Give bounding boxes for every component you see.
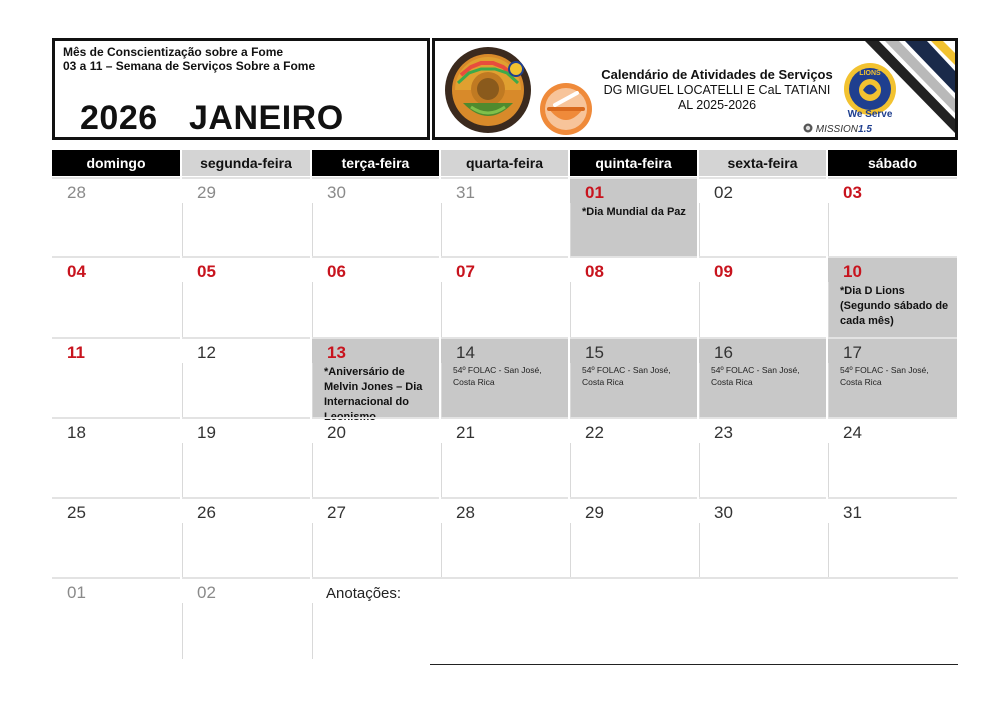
day-number: 07 xyxy=(456,262,475,281)
cell-divider xyxy=(570,443,571,497)
cell-divider xyxy=(441,443,442,497)
day-cell xyxy=(52,256,180,337)
cell-divider xyxy=(312,603,313,659)
event-text: 54º FOLAC - San José, Costa Rica xyxy=(711,365,800,387)
mission-label xyxy=(803,123,872,135)
day-number: 06 xyxy=(327,262,346,281)
event-text: *Dia D Lions (Segundo sábado de cada mês) xyxy=(840,285,949,327)
awareness-line-1: Mês de Conscientização sobre a Fome xyxy=(63,45,284,59)
weekday-segunda-feira: segunda-feira xyxy=(182,150,310,176)
event-text: *Aniversário de Melvin Jones – Dia Internacional do Leonismo xyxy=(324,366,423,423)
awareness-line-2: 03 a 11 – Semana de Serviços Sobre a Fome xyxy=(63,59,316,73)
cell-divider xyxy=(570,282,571,337)
weekday-quinta-feira: quinta-feira xyxy=(570,150,697,176)
day-number: 14 xyxy=(456,343,475,362)
day-cell xyxy=(52,177,180,256)
day-cell xyxy=(52,497,180,577)
weekday-quarta-feira: quarta-feira xyxy=(441,150,568,176)
org-title: Calendário de Atividades de Serviços xyxy=(601,67,833,82)
day-cell xyxy=(441,497,568,577)
day-number: 26 xyxy=(197,503,216,522)
day-cell xyxy=(699,337,826,417)
calendar-month: JANEIRO xyxy=(189,99,344,137)
cell-divider xyxy=(312,443,313,497)
cell-divider xyxy=(182,363,183,417)
day-number: 04 xyxy=(67,262,86,281)
cell-divider xyxy=(699,203,700,256)
day-cell xyxy=(570,497,697,577)
mission-globe-icon xyxy=(803,123,813,133)
day-number: 16 xyxy=(714,343,733,362)
cell-divider xyxy=(570,203,571,256)
weekday-domingo: domingo xyxy=(52,150,180,176)
day-number: 29 xyxy=(197,183,216,202)
day-number: 01 xyxy=(67,583,86,602)
day-cell xyxy=(441,256,568,337)
cell-divider xyxy=(441,203,442,256)
day-cell xyxy=(441,337,568,417)
day-cell xyxy=(570,177,697,256)
cell-divider xyxy=(312,282,313,337)
day-cell xyxy=(312,497,439,577)
day-number: 02 xyxy=(714,183,733,202)
day-cell xyxy=(828,337,957,417)
day-number: 24 xyxy=(843,423,862,442)
day-cell xyxy=(570,417,697,497)
cell-divider xyxy=(828,443,829,497)
day-cell xyxy=(182,417,310,497)
event-text: 54º FOLAC - San José, Costa Rica xyxy=(840,365,929,387)
day-number: 22 xyxy=(585,423,604,442)
event-text: 54º FOLAC - San José, Costa Rica xyxy=(453,365,542,387)
day-number: 11 xyxy=(67,343,85,362)
day-cell xyxy=(828,177,957,256)
day-cell xyxy=(52,337,180,417)
day-number: 01 xyxy=(585,183,604,202)
day-number: 03 xyxy=(843,183,862,202)
cell-divider xyxy=(312,203,313,256)
cell-divider xyxy=(699,443,700,497)
day-cell xyxy=(570,337,697,417)
day-number: 28 xyxy=(67,183,86,202)
org-subtitle xyxy=(577,83,857,113)
day-number: 31 xyxy=(456,183,475,202)
cell-divider xyxy=(441,363,442,417)
notes-label: Anotações: xyxy=(326,585,402,602)
cell-divider xyxy=(828,282,829,337)
day-cell xyxy=(828,497,957,577)
cell-divider xyxy=(570,523,571,577)
day-cell xyxy=(182,177,310,256)
org-year-line: AL 2025-2026 xyxy=(677,98,757,112)
mission-prefix: MISSION xyxy=(815,124,859,135)
day-cell xyxy=(570,256,697,337)
cell-divider xyxy=(570,363,571,417)
day-cell xyxy=(828,417,957,497)
header-left-box xyxy=(52,38,430,140)
header-right-box xyxy=(432,38,958,140)
we-serve-slogan: We Serve xyxy=(847,109,893,120)
cell-divider xyxy=(312,523,313,577)
weekday-sexta-feira: sexta-feira xyxy=(699,150,826,176)
day-number: 09 xyxy=(714,262,733,281)
day-number: 31 xyxy=(843,503,862,522)
day-cell xyxy=(52,417,180,497)
cell-divider xyxy=(699,282,700,337)
day-cell xyxy=(312,256,439,337)
cell-divider xyxy=(828,523,829,577)
cell-divider xyxy=(828,203,829,256)
day-cell xyxy=(441,417,568,497)
day-number: 13 xyxy=(327,343,346,362)
day-number: 17 xyxy=(843,343,862,362)
day-cell xyxy=(828,256,957,337)
cell-divider xyxy=(182,282,183,337)
day-number: 30 xyxy=(714,503,733,522)
day-number: 23 xyxy=(714,423,733,442)
cell-divider xyxy=(828,363,829,417)
day-number: 21 xyxy=(456,423,475,442)
day-number: 28 xyxy=(456,503,475,522)
day-cell xyxy=(182,497,310,577)
weekday-sábado: sábado xyxy=(828,150,957,176)
calendar-year: 2026 xyxy=(80,99,158,137)
day-number: 18 xyxy=(67,423,86,442)
day-cell xyxy=(699,256,826,337)
event-text: *Dia Mundial da Paz xyxy=(582,206,686,218)
day-number: 27 xyxy=(327,503,346,522)
cell-divider xyxy=(699,363,700,417)
day-cell xyxy=(52,577,180,659)
day-cell xyxy=(699,417,826,497)
day-number: 30 xyxy=(327,183,346,202)
day-cell xyxy=(699,177,826,256)
mission-number: 1.5 xyxy=(858,124,872,135)
org-governor-line: DG MIGUEL LOCATELLI E CaL TATIANI xyxy=(603,83,831,97)
day-cell xyxy=(182,577,310,659)
hunger-seal-logo xyxy=(441,45,535,135)
day-number: 10 xyxy=(843,262,862,281)
cell-divider xyxy=(699,523,700,577)
day-number: 19 xyxy=(197,423,216,442)
cell-divider xyxy=(182,443,183,497)
weekday-terça-feira: terça-feira xyxy=(312,150,439,176)
day-number: 20 xyxy=(327,423,346,442)
day-number: 12 xyxy=(197,343,216,362)
event-text: 54º FOLAC - San José, Costa Rica xyxy=(582,365,671,387)
day-number: 05 xyxy=(197,262,216,281)
cell-divider xyxy=(312,363,313,417)
lions-logo-text: LIONS xyxy=(859,70,881,77)
day-cell xyxy=(312,177,439,256)
day-number: 08 xyxy=(585,262,604,281)
day-cell xyxy=(182,337,310,417)
awareness-text xyxy=(63,45,315,73)
day-number: 25 xyxy=(67,503,86,522)
weekday-header-row xyxy=(52,150,958,176)
cell-divider xyxy=(182,603,183,659)
day-cell xyxy=(441,177,568,256)
cell-divider xyxy=(441,282,442,337)
footer-line xyxy=(430,664,958,665)
day-cell xyxy=(699,497,826,577)
day-cell xyxy=(312,417,439,497)
notes-area[interactable] xyxy=(312,577,958,659)
cell-divider xyxy=(441,523,442,577)
cell-divider xyxy=(182,523,183,577)
day-cell xyxy=(182,256,310,337)
day-number: 02 xyxy=(197,583,216,602)
day-cell xyxy=(312,337,439,423)
cell-divider xyxy=(182,203,183,256)
day-number: 29 xyxy=(585,503,604,522)
day-number: 15 xyxy=(585,343,604,362)
